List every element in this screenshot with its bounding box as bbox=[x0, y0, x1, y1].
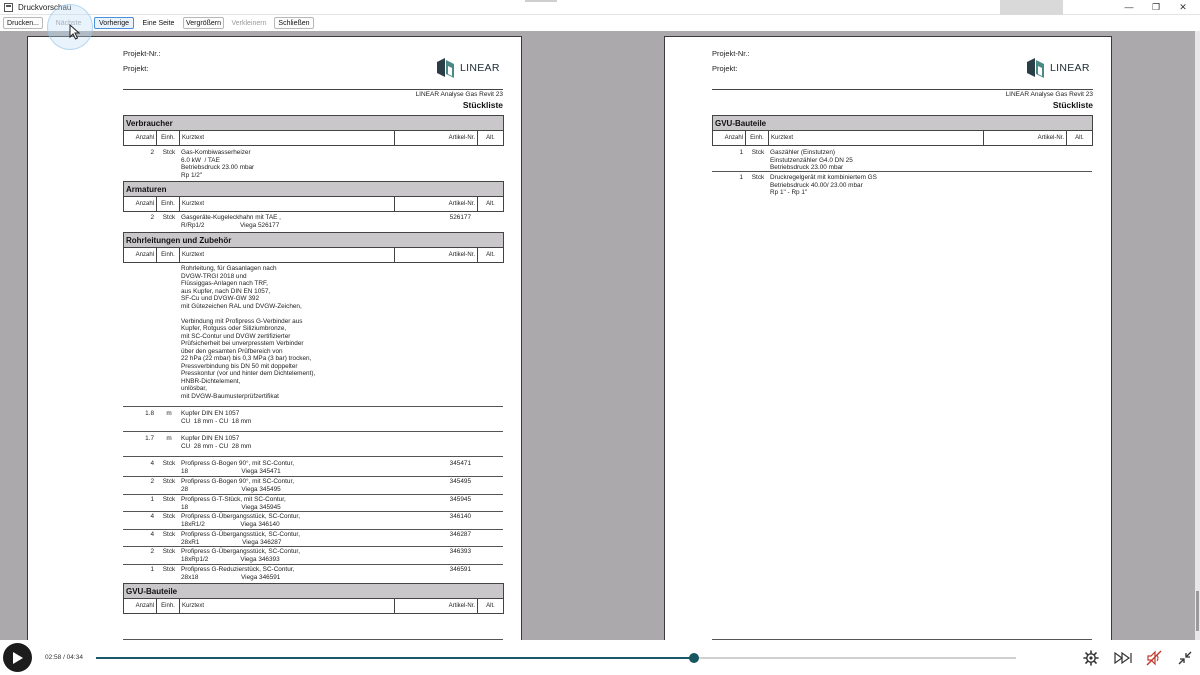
single-page-button[interactable]: Eine Seite bbox=[142, 19, 175, 27]
cell-anzahl: 1.7 bbox=[145, 435, 154, 442]
section-gvu-bauteile bbox=[712, 115, 1093, 146]
seek-bar-handle[interactable] bbox=[689, 653, 699, 663]
cell-anzahl: 1 bbox=[150, 496, 154, 503]
table-row bbox=[123, 435, 504, 451]
section-heading: GVU-Bauteile bbox=[713, 116, 1092, 131]
column-header-row bbox=[124, 197, 503, 211]
col-alt: Alt. bbox=[486, 135, 495, 141]
row-separator bbox=[123, 546, 503, 547]
cell-anzahl: 2 bbox=[150, 214, 154, 221]
table-row bbox=[712, 174, 1093, 198]
cell-kurztext: Gasgeräte-Kugeleckhahn mit TAE , R/Rp1/2 Viega 526177 bbox=[181, 214, 281, 229]
section-armaturen bbox=[123, 181, 504, 212]
section-verbraucher bbox=[123, 115, 504, 146]
collapse-icon[interactable] bbox=[1177, 650, 1193, 666]
time-display: 02:58 / 04:34 bbox=[45, 654, 83, 661]
row-separator bbox=[123, 564, 503, 565]
cell-einh: m bbox=[166, 435, 172, 442]
cell-kurztext: Kupfer DIN EN 1057 CU 18 mm - CU 18 mm bbox=[181, 410, 252, 425]
col-alt: Alt. bbox=[486, 252, 495, 258]
cell-kurztext: Druckregelgerät mit kombiniertem GS Betriebsdruck 40.00/ 23.00 mbar Rp 1" - Rp 1" bbox=[770, 174, 877, 196]
col-kurztext: Kurztext bbox=[180, 197, 395, 211]
cell-anzahl: 1 bbox=[739, 174, 743, 181]
section-heading: Verbraucher bbox=[124, 116, 503, 131]
cell-kurztext: Profipress G-T-Stück, mit SC-Contur, 18 Viega 345945 bbox=[181, 496, 286, 511]
preview-toolbar bbox=[0, 15, 1200, 31]
col-einh: Einh. bbox=[157, 131, 180, 145]
document-title: Stückliste bbox=[462, 100, 503, 110]
col-alt: Alt. bbox=[486, 201, 495, 207]
cell-artikel: 526177 bbox=[449, 214, 471, 221]
col-einh: Einh. bbox=[157, 248, 180, 262]
project-number-label: Projekt-Nr.: bbox=[712, 49, 750, 58]
row-separator bbox=[712, 171, 1092, 172]
vertical-scrollbar[interactable] bbox=[1195, 31, 1200, 640]
col-anzahl: Anzahl bbox=[124, 248, 157, 262]
cell-kurztext: Gas-Kombiwasserheizer 6.0 kW / TAE Betriebsdruck 23.00 mbar Rp 1/2" bbox=[181, 149, 255, 179]
header-rule bbox=[712, 89, 1093, 90]
cell-artikel: 345471 bbox=[449, 460, 471, 467]
preview-page-1 bbox=[27, 36, 522, 640]
print-button[interactable]: Drucken... bbox=[3, 17, 43, 29]
cell-anzahl: 2 bbox=[150, 478, 154, 485]
window-title: Druckvorschau bbox=[18, 2, 72, 12]
linear-logo-text: LINEAR bbox=[1050, 62, 1090, 74]
window-app-icon bbox=[4, 3, 13, 12]
cell-einh: Stck bbox=[162, 513, 176, 520]
table-row bbox=[123, 548, 504, 564]
linear-logo bbox=[1026, 57, 1090, 79]
cell-kurztext: Profipress G-Bogen 90°, mit SC-Contur, 18 Viega 345471 bbox=[181, 460, 295, 475]
column-header-row bbox=[713, 131, 1092, 145]
cell-anzahl: 4 bbox=[150, 513, 154, 520]
mouse-cursor-icon bbox=[69, 24, 81, 40]
cell-kurztext: Kupfer DIN EN 1057 CU 28 mm - CU 28 mm bbox=[181, 435, 252, 450]
linear-logo-icon bbox=[436, 57, 455, 79]
pipe-description-text: Rohrleitung, für Gasanlagen nach DVGW-TRGI 2018 und Flüssiggas-Anlagen nach TRF, aus Kupfer, nach DIN EN 1057, SF-Cu und DVGW-GW 392 mit Gütezeichen RAL und DVGW-Zeichen, Verbindung mit Profipress G-Verbinder aus Kupfer, Rotguss oder Siliziumbronze, mit SC-Contur und DVGW zertifizierter Prüfsicherheit bei unverpresstem Verbinder über den gesamten Prüfbereich von 22 hPa (22 mbar) bis 0,3 MPa (3 bar) trocken, Pressverbindung bis DN 50 mit doppelter Presskontur (vor und hinter dem Dichtelement), HNBR-Dichtelement, unlösbar, mit DVGW-Baumusterprüfzertifikat bbox=[181, 265, 316, 400]
cell-kurztext: Profipress G-Bogen 90°, mit SC-Contur, 28 Viega 345495 bbox=[181, 478, 295, 493]
cell-einh: Stck bbox=[751, 174, 765, 181]
zoom-in-button[interactable]: Vergrößern bbox=[183, 17, 224, 29]
cell-einh: Stck bbox=[751, 149, 765, 156]
cell-anzahl: 4 bbox=[150, 460, 154, 467]
table-row bbox=[123, 513, 504, 529]
section-rohrleitungen bbox=[123, 232, 504, 263]
cell-anzahl: 1 bbox=[150, 566, 154, 573]
col-kurztext: Kurztext bbox=[180, 248, 395, 262]
row-separator bbox=[123, 431, 503, 432]
table-row bbox=[123, 410, 504, 426]
cell-einh: Stck bbox=[162, 214, 176, 221]
close-window-button[interactable]: ✕ bbox=[1179, 1, 1187, 12]
cell-kurztext: Profipress G-Reduzierstück, SC-Contur, 28x18 Viega 346591 bbox=[181, 566, 295, 581]
cell-anzahl: 1 bbox=[739, 149, 743, 156]
linear-logo-icon bbox=[1026, 57, 1045, 79]
section-heading: Rohrleitungen und Zubehör bbox=[124, 233, 503, 248]
table-row bbox=[123, 214, 504, 230]
header-rule bbox=[123, 89, 503, 90]
table-row bbox=[123, 531, 504, 547]
minimize-button[interactable]: — bbox=[1124, 2, 1134, 12]
title-bar-marker bbox=[525, 0, 557, 2]
table-row bbox=[123, 478, 504, 494]
cell-anzahl: 2 bbox=[150, 149, 154, 156]
zoom-out-button[interactable]: Verkleinern bbox=[231, 19, 267, 27]
cell-kurztext: Profipress G-Übergangsstück, SC-Contur, 18xR1/2 Viega 346140 bbox=[181, 513, 300, 528]
col-artikel: Artikel-Nr. bbox=[984, 131, 1067, 145]
document-title: Stückliste bbox=[1052, 100, 1093, 110]
cell-artikel: 346591 bbox=[449, 566, 471, 573]
row-separator bbox=[123, 406, 503, 407]
col-kurztext: Kurztext bbox=[769, 131, 984, 145]
document-subtitle: LINEAR Analyse Gas Revit 23 bbox=[415, 91, 503, 98]
preview-page-2 bbox=[664, 36, 1112, 640]
column-header-row bbox=[124, 248, 503, 262]
project-label: Projekt: bbox=[712, 64, 738, 73]
col-anzahl: Anzahl bbox=[124, 131, 157, 145]
linear-logo bbox=[436, 57, 500, 79]
col-artikel: Artikel-Nr. bbox=[395, 248, 478, 262]
row-separator bbox=[123, 476, 503, 477]
column-header-row bbox=[124, 599, 503, 613]
next-page-button[interactable]: Nächste bbox=[55, 19, 82, 27]
row-separator bbox=[123, 529, 503, 530]
cell-einh: Stck bbox=[162, 566, 176, 573]
cell-artikel: 346393 bbox=[449, 548, 471, 555]
row-separator bbox=[123, 494, 503, 495]
col-alt: Alt. bbox=[1075, 135, 1084, 141]
cell-kurztext: Profipress G-Übergangsstück, SC-Contur, 28xR1 Viega 346287 bbox=[181, 531, 300, 546]
video-player-controls bbox=[0, 640, 1200, 675]
cell-anzahl: 4 bbox=[150, 531, 154, 538]
col-anzahl: Anzahl bbox=[124, 599, 157, 613]
section-heading: GVU-Bauteile bbox=[124, 584, 503, 599]
project-label: Projekt: bbox=[123, 64, 149, 73]
print-preview-area[interactable] bbox=[0, 31, 1200, 640]
col-einh: Einh. bbox=[157, 599, 180, 613]
col-alt: Alt. bbox=[486, 603, 495, 609]
project-number-label: Projekt-Nr.: bbox=[123, 49, 161, 58]
mute-icon[interactable] bbox=[1146, 650, 1162, 666]
col-anzahl: Anzahl bbox=[713, 131, 746, 145]
cell-anzahl: 2 bbox=[150, 548, 154, 555]
seek-bar-progress bbox=[96, 657, 694, 659]
table-row bbox=[123, 460, 504, 476]
col-einh: Einh. bbox=[746, 131, 769, 145]
row-separator bbox=[123, 511, 503, 512]
cell-einh: Stck bbox=[162, 548, 176, 555]
table-row bbox=[712, 149, 1093, 173]
col-artikel: Artikel-Nr. bbox=[395, 197, 478, 211]
close-preview-button[interactable]: Schließen bbox=[274, 17, 314, 29]
cell-einh: Stck bbox=[162, 496, 176, 503]
maximize-button[interactable]: ❐ bbox=[1151, 1, 1161, 12]
col-anzahl: Anzahl bbox=[124, 197, 157, 211]
cell-artikel: 346140 bbox=[449, 513, 471, 520]
col-einh: Einh. bbox=[157, 197, 180, 211]
col-artikel: Artikel-Nr. bbox=[395, 131, 478, 145]
col-artikel: Artikel-Nr. bbox=[395, 599, 478, 613]
cell-artikel: 345945 bbox=[449, 496, 471, 503]
play-button[interactable] bbox=[3, 643, 32, 672]
speed-icon[interactable] bbox=[1113, 650, 1133, 666]
cell-artikel: 345495 bbox=[449, 478, 471, 485]
section-gvu-bauteile bbox=[123, 583, 504, 614]
cell-einh: Stck bbox=[162, 149, 176, 156]
row-separator bbox=[123, 456, 503, 457]
col-kurztext: Kurztext bbox=[180, 131, 395, 145]
cell-einh: Stck bbox=[162, 478, 176, 485]
table-row bbox=[123, 149, 504, 181]
table-row bbox=[123, 496, 504, 512]
cell-artikel: 346287 bbox=[449, 531, 471, 538]
cell-einh: Stck bbox=[162, 531, 176, 538]
table-row bbox=[123, 566, 504, 582]
seek-bar[interactable] bbox=[96, 657, 1016, 659]
cell-einh: Stck bbox=[162, 460, 176, 467]
previous-page-button[interactable]: Vorherige bbox=[94, 17, 134, 29]
cell-kurztext: Gaszähler (Einstutzen) Einstutzenzähler G4.0 DN 25 Betriebsdruck 23.00 mbar bbox=[770, 149, 853, 171]
cell-anzahl: 1.8 bbox=[145, 410, 154, 417]
play-icon bbox=[12, 651, 24, 665]
linear-logo-text: LINEAR bbox=[460, 62, 500, 74]
col-kurztext: Kurztext bbox=[180, 599, 395, 613]
cell-einh: m bbox=[166, 410, 172, 417]
cell-kurztext: Profipress G-Übergangsstück, SC-Contur, 18xRp1/2 Viega 346393 bbox=[181, 548, 300, 563]
section-heading: Armaturen bbox=[124, 182, 503, 197]
description-block bbox=[123, 265, 504, 401]
gear-icon[interactable] bbox=[1083, 650, 1099, 666]
scrollbar-thumb[interactable] bbox=[1196, 591, 1199, 631]
window-title-bar bbox=[0, 0, 1200, 15]
document-subtitle: LINEAR Analyse Gas Revit 23 bbox=[1005, 91, 1093, 98]
column-header-row bbox=[124, 131, 503, 145]
